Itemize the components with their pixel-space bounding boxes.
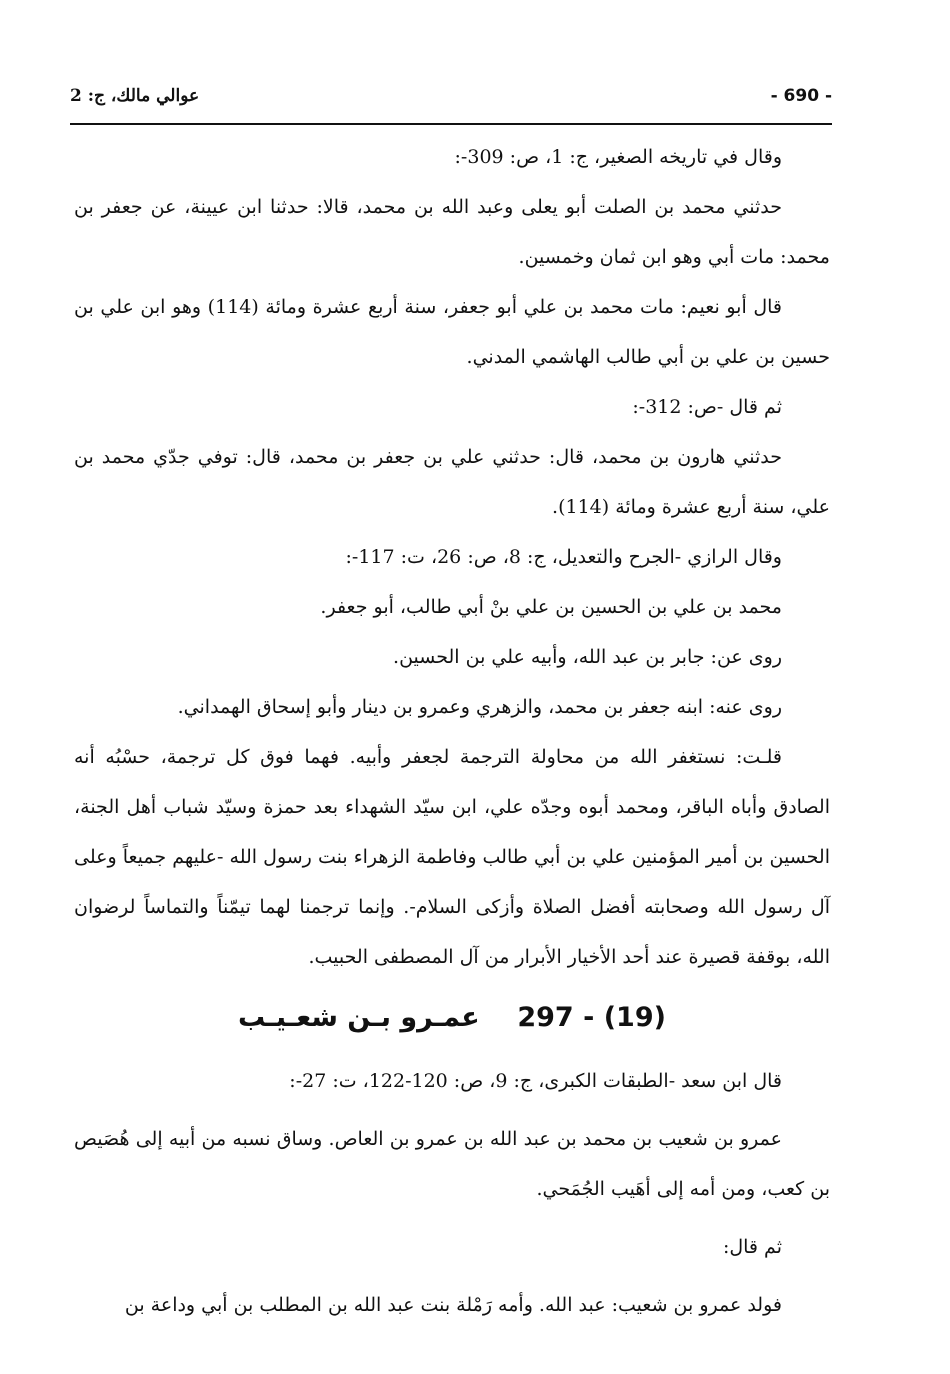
- header-rule: [70, 123, 832, 125]
- paragraph-10: قلـت: نستغفر الله من محاولة الترجمة لجعفر وأبيه. فهما فوق كل ترجمة، حسْبُه أنه الصادق وأباه الباقر، ومحمد أبوه وجدّه علي، ابن سيّد الشهداء بعد حمزة وسيّد شباب أهل الجنة، الحسين بن أمير المؤمنين علي بن أبي طالب وفاطمة الزهراء بنت رسول الله -عليهم جميعاً وعلى آل رسول الله وصحابته أفضل الصلاة وأزكى السلام-. وإنما ترجمنا لهما تيمّناً والتماساً لرضوان الله، بوقفة قصيرة عند أحد الأخيار الأبرار من آل المصطفى الحبيب.: [74, 746, 830, 968]
- running-title: عوالي مالك، ج: 2: [70, 86, 200, 106]
- paragraph-8: روى عن: جابر بن عبد الله، وأبيه علي بن الحسين.: [393, 646, 782, 668]
- paragraph-14: فولد عمرو بن شعيب: عبد الله. وأمه رَمْلة بنت عبد الله بن المطلب بن أبي وداعة بن: [124, 1294, 782, 1316]
- paragraph-1: وقال في تاريخه الصغير، ج: 1، ص: 309-:: [454, 146, 782, 168]
- section-number: 297 - (19): [517, 1002, 666, 1033]
- paragraph-13: ثم قال:: [722, 1236, 782, 1258]
- paragraph-6: وقال الرازي -الجرح والتعديل، ج: 8، ص: 26، ت: 117-:: [345, 546, 782, 568]
- paragraph-2: حدثني محمد بن الصلت أبو يعلى وعبد الله بن محمد، قالا: حدثنا ابن عيينة، عن جعفر بن محمد: مات أبي وهو ابن ثمان وخمسين.: [74, 196, 830, 268]
- section-heading: [74, 988, 830, 1048]
- paragraph-9: روى عنه: ابنه جعفر بن محمد، والزهري وعمرو بن دينار وأبو إسحاق الهمداني.: [177, 696, 782, 718]
- page-header: [70, 86, 832, 120]
- paragraph-4: ثم قال -ص: 312-:: [632, 396, 782, 418]
- paragraph-5: حدثني هارون بن محمد، قال: حدثني علي بن جعفر بن محمد، قال: توفي جدّي محمد بن علي، سنة أربع عشرة ومائة (114).: [74, 446, 830, 518]
- paragraph-12: عمرو بن شعيب بن محمد بن عبد الله بن عمرو بن العاص. وساق نسبه من أبيه إلى هُصَيص بن كعب، ومن أمه إلى أهَيب الجُمَحي.: [74, 1128, 830, 1200]
- paragraph-7: محمد بن علي بن الحسين بن علي بنْ أبي طالب، أبو جعفر.: [320, 596, 782, 618]
- page-body: [74, 132, 830, 1330]
- page-number: - 690 -: [770, 86, 832, 106]
- section-title: عمـرو بـن شعـيـب: [238, 1002, 480, 1033]
- paragraph-3: قال أبو نعيم: مات محمد بن علي أبو جعفر، سنة أربع عشرة ومائة (114) وهو ابن علي بن حسين بن علي بن أبي طالب الهاشمي المدني.: [74, 296, 830, 368]
- paragraph-11: قال ابن سعد -الطبقات الكبرى، ج: 9، ص: 120-122، ت: 27-:: [289, 1070, 782, 1092]
